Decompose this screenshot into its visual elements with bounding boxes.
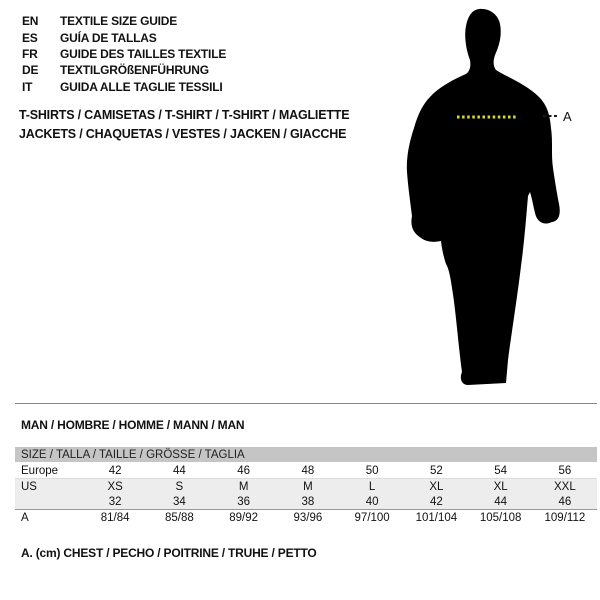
table-cell: XL bbox=[429, 480, 444, 493]
table-cell: 85/88 bbox=[164, 512, 194, 524]
table-cell: 40 bbox=[365, 495, 379, 508]
language-guide-list bbox=[22, 13, 226, 95]
product-types bbox=[19, 106, 349, 144]
table-cell: 56 bbox=[558, 464, 572, 477]
table-cell: 52 bbox=[429, 464, 443, 477]
row-label: US bbox=[21, 480, 37, 493]
table-cell: 36 bbox=[237, 495, 251, 508]
language-label: TEXTILE SIZE GUIDE bbox=[60, 14, 178, 29]
size-table-header bbox=[15, 447, 597, 462]
table-cell: 34 bbox=[172, 495, 186, 508]
table-cell: 101/104 bbox=[415, 512, 458, 524]
row-label: A bbox=[21, 512, 29, 524]
table-cell: 109/112 bbox=[544, 512, 586, 524]
language-code: EN bbox=[22, 14, 39, 29]
table-cell: 42 bbox=[429, 495, 443, 508]
section-title-man: MAN / HOMBRE / HOMME / MANN / MAN bbox=[21, 418, 245, 432]
row-label: Europe bbox=[21, 464, 59, 477]
language-code: DE bbox=[22, 63, 39, 78]
product-types-tshirts: T-SHIRTS / CAMISETAS / T-SHIRT / T-SHIRT / MAGLIETTE bbox=[19, 108, 350, 122]
language-label: TEXTILGRÖßENFÜHRUNG bbox=[60, 63, 209, 78]
table-cell: 46 bbox=[558, 495, 572, 508]
table-row-numeric bbox=[15, 494, 597, 510]
language-code: ES bbox=[22, 30, 38, 45]
table-cell: 46 bbox=[237, 464, 251, 477]
man-silhouette bbox=[407, 9, 560, 385]
table-cell: 89/92 bbox=[229, 512, 259, 524]
divider bbox=[15, 403, 597, 404]
language-label: GUÍA DE TALLAS bbox=[60, 30, 157, 45]
table-cell: S bbox=[175, 480, 184, 493]
measurement-footnote: A. (cm) CHEST / PECHO / POITRINE / TRUHE / PETTO bbox=[21, 546, 317, 560]
table-cell: L bbox=[368, 480, 376, 493]
language-code: FR bbox=[22, 46, 38, 61]
language-code: IT bbox=[22, 79, 33, 94]
table-cell: 42 bbox=[108, 464, 122, 477]
table-cell: 93/96 bbox=[293, 512, 323, 524]
size-table bbox=[15, 447, 597, 526]
table-cell: 105/108 bbox=[479, 512, 522, 524]
product-types-jackets: JACKETS / CHAQUETAS / VESTES / JACKEN / GIACCHE bbox=[19, 127, 347, 141]
table-cell: 44 bbox=[494, 495, 508, 508]
table-cell: XL bbox=[493, 480, 508, 493]
table-cell: 81/84 bbox=[100, 512, 130, 524]
table-cell: 97/100 bbox=[354, 512, 390, 524]
measurement-label-a: A bbox=[563, 109, 572, 124]
table-cell: 32 bbox=[108, 495, 122, 508]
list-item bbox=[22, 79, 226, 95]
table-cell: 50 bbox=[365, 464, 379, 477]
table-row-chest bbox=[15, 510, 597, 526]
list-item bbox=[22, 13, 226, 29]
table-row-europe bbox=[15, 463, 597, 479]
table-cell: M bbox=[303, 480, 313, 493]
table-row-us bbox=[15, 479, 597, 494]
list-item bbox=[22, 62, 226, 78]
language-label: GUIDA ALLE TAGLIE TESSILI bbox=[60, 79, 223, 94]
list-item bbox=[22, 46, 226, 62]
size-guide-figure bbox=[395, 0, 600, 410]
table-cell: 54 bbox=[494, 464, 508, 477]
table-cell: 44 bbox=[172, 464, 186, 477]
table-cell: 48 bbox=[301, 464, 315, 477]
table-cell: XS bbox=[107, 480, 123, 493]
language-label: GUIDE DES TAILLES TEXTILE bbox=[60, 46, 227, 61]
size-table-header-label: SIZE / TALLA / TAILLE / GRÖSSE / TAGLIA bbox=[21, 448, 245, 461]
table-cell: M bbox=[238, 480, 249, 493]
list-item bbox=[22, 29, 226, 45]
table-cell: 38 bbox=[301, 495, 315, 508]
table-cell: XXL bbox=[554, 480, 576, 493]
